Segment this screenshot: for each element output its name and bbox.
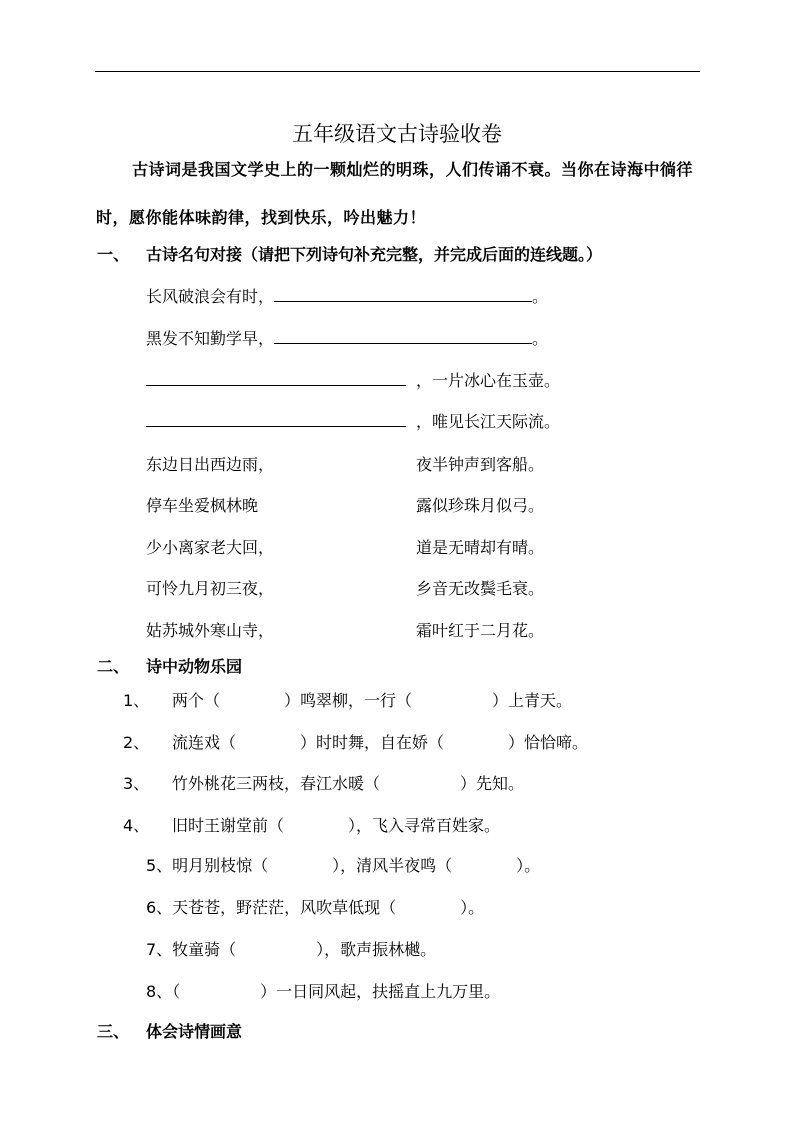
fill-line-4-after: ，唯见长江天际流。 (416, 412, 561, 431)
match-left-1[interactable]: 东边日出西边雨， (146, 455, 275, 474)
fill-line-3-blank[interactable] (146, 369, 406, 386)
q6-text[interactable]: 6、天苍苍，野茫茫，风吹草低现（ ）。 (146, 898, 485, 917)
match-left-2[interactable]: 停车坐爱枫林晚 (146, 496, 259, 515)
fill-line-1 (146, 284, 548, 307)
q2-number: 2、 (123, 733, 150, 752)
fill-line-4 (146, 409, 560, 432)
section3-heading: 体会诗情画意 (146, 1022, 243, 1041)
fill-line-4-blank[interactable] (146, 410, 406, 427)
match-right-3[interactable]: 道是无晴却有晴。 (416, 538, 545, 557)
section1-number: 一、 (97, 245, 130, 264)
match-left-5[interactable]: 姑苏城外寒山寺， (146, 621, 275, 640)
q7-text[interactable]: 7、牧童骑（ ），歌声振林樾。 (146, 940, 437, 959)
q3-number: 3、 (123, 774, 150, 793)
intro-paragraph: 古诗词是我国文学史上的一颗灿烂的明珠，人们传诵不衰。当你在诗海中徜徉时，愿你能体味韵律，找到快乐，吟出魅力！ (96, 160, 694, 227)
q5-text[interactable]: 5、明月别枝惊（ ），清风半夜鸣（ ）。 (146, 856, 541, 875)
fill-line-1-after: 。 (532, 287, 549, 306)
q4-number: 4、 (123, 816, 150, 835)
fill-line-2 (146, 326, 548, 349)
fill-line-2-before: 黑发不知勤学早， (146, 329, 275, 348)
q3-text[interactable]: 竹外桃花三两枝，春江水暖（ ）先知。 (172, 774, 525, 793)
fill-line-3 (146, 368, 560, 391)
section1-heading: 古诗名句对接（请把下列诗句补充完整，并完成后面的连线题。） (146, 245, 603, 264)
fill-line-2-after: 。 (532, 329, 549, 348)
header-rule (95, 71, 700, 72)
match-right-1[interactable]: 夜半钟声到客船。 (416, 455, 545, 474)
q1-number: 1、 (123, 691, 150, 710)
match-right-4[interactable]: 乡音无改鬓毛衰。 (416, 579, 545, 598)
fill-line-2-blank[interactable] (274, 327, 532, 344)
q8-text[interactable]: 8、（ ）一日同风起，扶摇直上九万里。 (146, 982, 501, 1001)
q4-text[interactable]: 旧时王谢堂前（ ），飞入寻常百姓家。 (172, 816, 501, 835)
fill-line-1-before: 长风破浪会有时， (146, 287, 275, 306)
section2-heading: 诗中动物乐园 (146, 657, 243, 676)
q2-text[interactable]: 流连戏（ ）时时舞，自在娇（ ）恰恰啼。 (172, 733, 589, 752)
page-title: 五年级语文古诗验收卷 (292, 122, 502, 146)
match-right-2[interactable]: 露似珍珠月似弓。 (416, 496, 545, 515)
section2-number: 二、 (97, 657, 130, 676)
match-right-5[interactable]: 霜叶红于二月花。 (416, 621, 545, 640)
q1-text[interactable]: 两个（ ）鸣翠柳，一行（ ）上青天。 (172, 691, 573, 710)
fill-line-1-blank[interactable] (274, 285, 532, 302)
match-left-4[interactable]: 可怜九月初三夜， (146, 579, 275, 598)
match-left-3[interactable]: 少小离家老大回， (146, 538, 275, 557)
section3-number: 三、 (97, 1022, 130, 1041)
fill-line-3-after: ，一片冰心在玉壶。 (416, 371, 561, 390)
